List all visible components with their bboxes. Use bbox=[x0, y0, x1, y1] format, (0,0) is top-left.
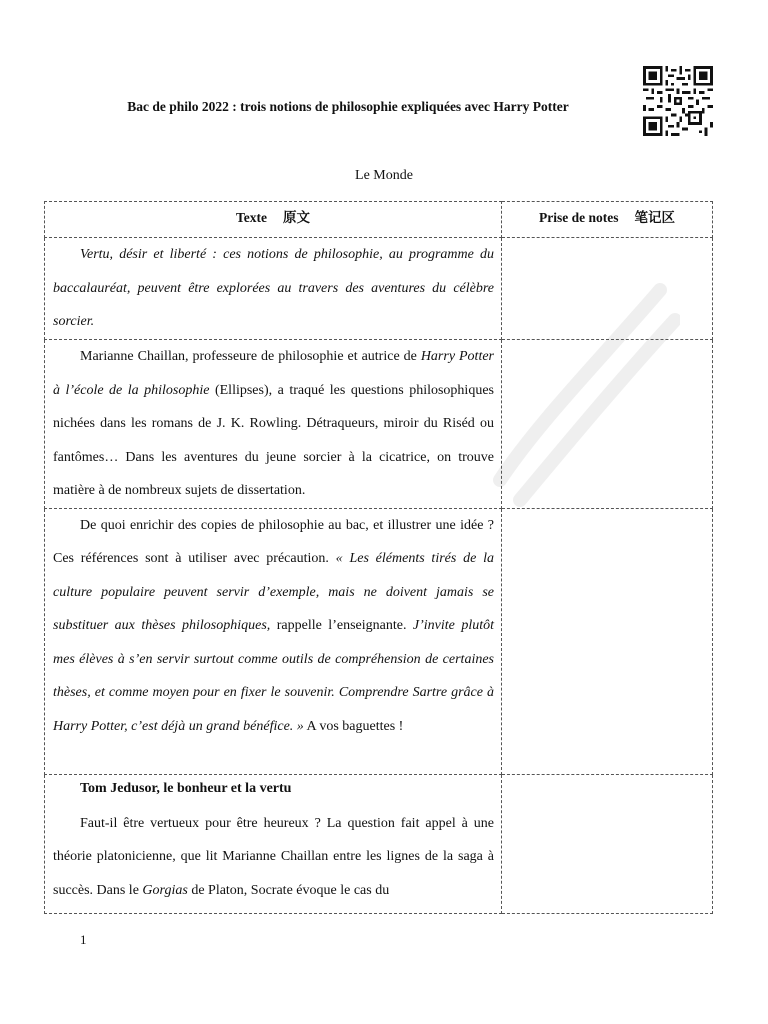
header-notes-label-zh: 笔记区 bbox=[634, 210, 675, 225]
text-cell bbox=[45, 508, 502, 774]
paragraph bbox=[53, 238, 494, 339]
paragraph bbox=[53, 340, 494, 508]
header-notes-column bbox=[502, 202, 713, 238]
document-title: Bac de philo 2022 : trois notions de philosophie expliquées avec Harry Potter bbox=[127, 99, 569, 114]
text-run: Marianne Chaillan, professeure de philosophie et autrice de bbox=[80, 349, 421, 364]
text-run: De quoi enrichir des copies de philosophie au bac, et illustrer une idée ? Ces références sont à utiliser avec précaution. bbox=[53, 517, 494, 566]
header-notes-label: Prise de notes bbox=[539, 210, 619, 225]
paragraph bbox=[53, 807, 494, 908]
text-run: de Platon, Socrate évoque le cas du bbox=[187, 882, 390, 898]
text-run: A vos baguettes ! bbox=[303, 718, 404, 734]
italic-text-run: Vertu, désir et liberté : ces notions de philosophie, au programme du baccalauréat, peuvent être explorées au travers des aventures du célèbre sorcier. bbox=[53, 247, 494, 329]
text-run: rappelle l’enseignante. bbox=[270, 618, 413, 633]
text-cell bbox=[45, 340, 502, 509]
header-text-label: Texte bbox=[236, 210, 267, 225]
text-run: Faut-il être vertueux pour être heureux ? La question fait appel à une théorie platonicienne, que lit Marianne Chaillan entre les lignes de la saga à succès. Dans le bbox=[53, 815, 494, 898]
page-number: 1 bbox=[80, 932, 87, 947]
notes-cell[interactable] bbox=[502, 508, 713, 774]
notes-cell[interactable] bbox=[502, 238, 713, 340]
table-row bbox=[45, 774, 713, 913]
table-row bbox=[45, 238, 713, 340]
header-text-label-zh: 原文 bbox=[283, 210, 310, 225]
notes-cell[interactable] bbox=[502, 774, 713, 913]
italic-text-run: J’invite plutôt mes élèves à s’en servir surtout comme outils de compréhension de certaines thèses, et comme moyen pour en fixer le souvenir. Comprendre Sartre grâce à Harry Potter, c’est déjà un grand bénéfice. » bbox=[53, 618, 495, 734]
notes-table bbox=[44, 201, 713, 914]
table-header-row bbox=[45, 202, 713, 238]
paragraph bbox=[53, 509, 494, 744]
text-cell bbox=[45, 774, 502, 913]
table-row bbox=[45, 340, 713, 509]
italic-text-run: Harry Potter à l’école de la philosophie bbox=[53, 349, 494, 398]
header-text-column bbox=[45, 202, 502, 238]
notes-cell[interactable] bbox=[502, 340, 713, 509]
text-cell bbox=[45, 238, 502, 340]
text-run: (Ellipses), a traqué les questions philosophiques nichées dans les romans de J. K. Rowling. Détraqueurs, miroir du Riséd ou fantômes… Dans les aventures du jeune sorcier à la cicatrice, on trouve matière à de nombreux sujets de dissertation. bbox=[53, 382, 494, 498]
italic-text-run: Gorgias bbox=[142, 882, 188, 898]
italic-text-run: « Les éléments tirés de la culture populaire peuvent servir d’exemple, mais ne doivent jamais se substituer aux thèses philosophiques, bbox=[53, 551, 494, 633]
table-row bbox=[45, 508, 713, 774]
section-subheading: Tom Jedusor, le bonheur et la vertu bbox=[80, 780, 292, 796]
source-name: Le Monde bbox=[355, 168, 413, 183]
